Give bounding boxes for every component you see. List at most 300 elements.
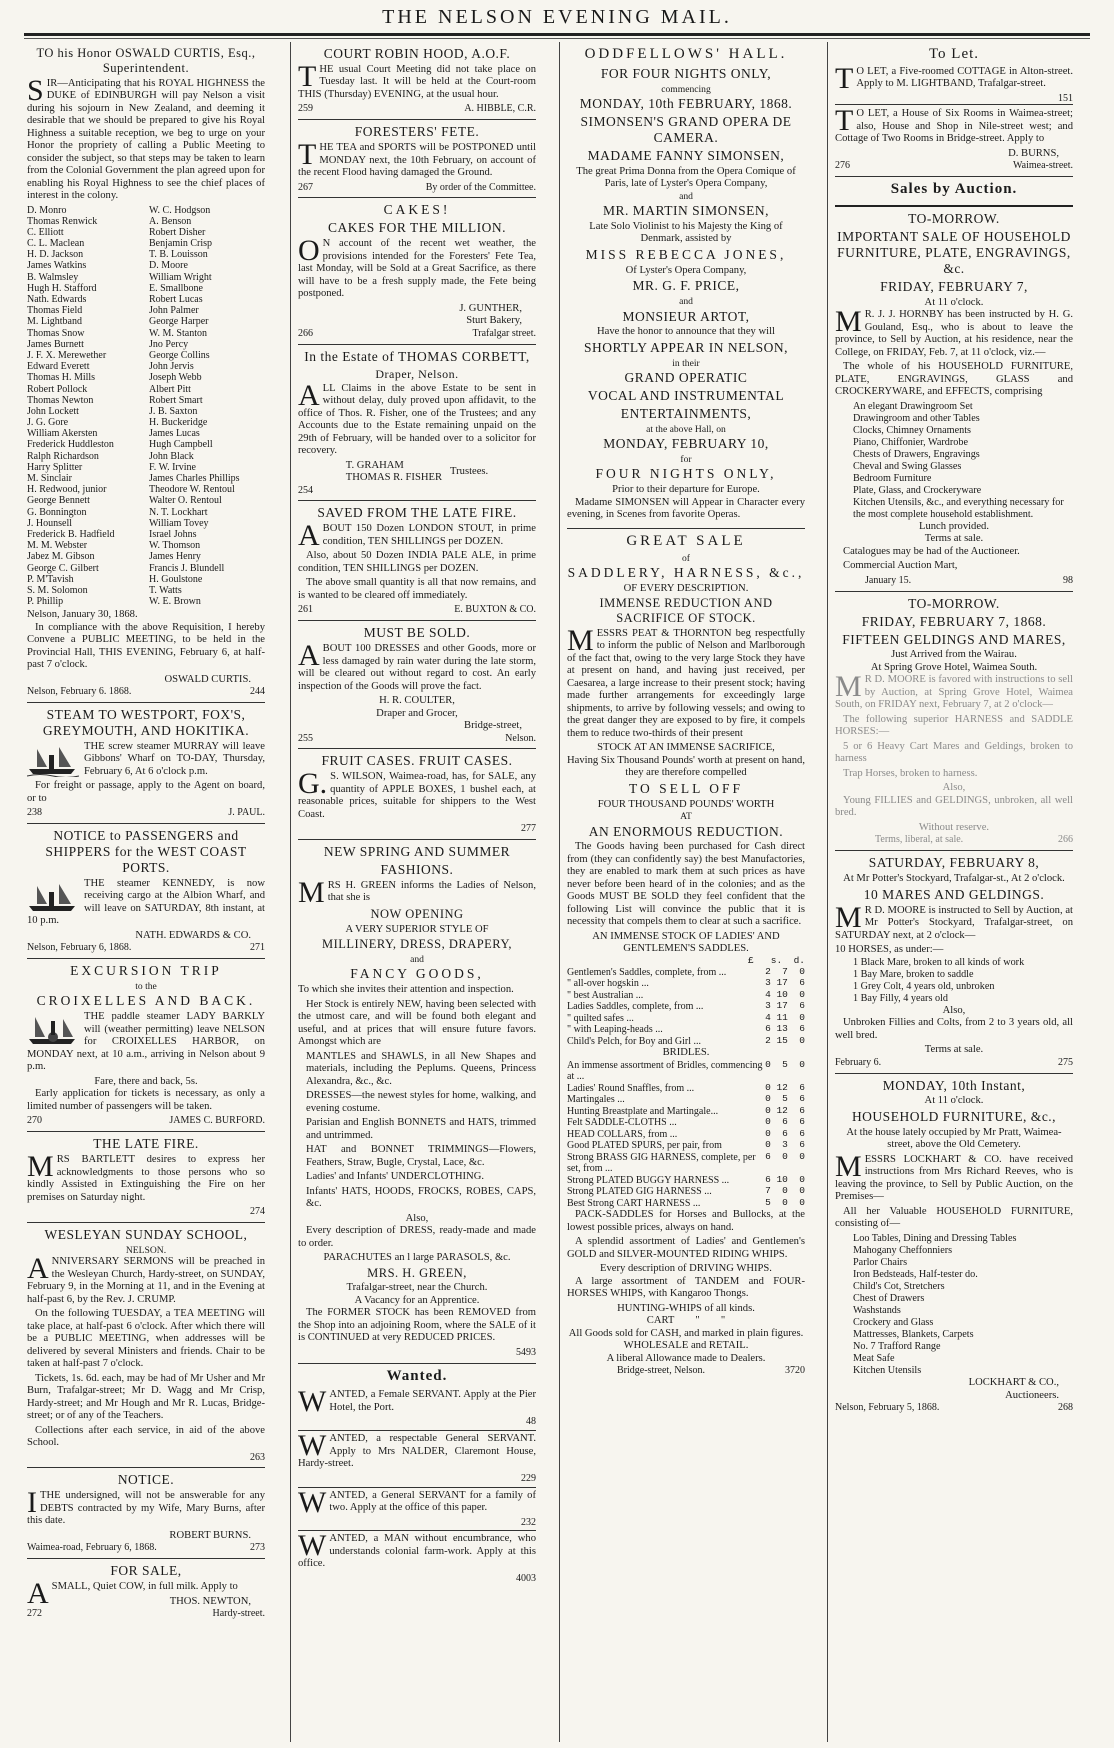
ad-address: Trafalgar street. — [472, 327, 536, 339]
price-value: 3 17 6 — [765, 977, 805, 989]
ad-body: A splendid assortment of Ladies' and Gentlemen's GOLD and SILVER-MOUNTED RIDING WHIPS. — [567, 1236, 805, 1260]
spring-fashions-ad — [298, 840, 536, 1364]
ad-heading: IMMENSE REDUCTION AND SACRIFICE OF STOCK. — [599, 596, 773, 626]
ad-body: TO LET, a House of Six Rooms in Waimea-street; also, House and Shop in Nile-street west; and Cottage of Two Rooms in Bridge-street. Apply to — [835, 104, 1073, 145]
list-item: Cheval and Swing Glasses — [853, 460, 962, 472]
signatory-name: Theodore W. Rentoul — [149, 484, 235, 496]
ad-line: At Mr Potter's Stockyard, Trafalgar-st., At 2 o'clock. — [843, 873, 1065, 885]
ad-heading: THE LATE FIRE. — [93, 1136, 199, 1152]
price-item: HEAD COLLARS, from ... — [567, 1128, 678, 1140]
list-item: Ladies' and Infants' UNDERCLOTHING. — [306, 1171, 484, 1183]
ad-body: ALL Claims in the above Estate to be sent in without delay, duly proved upon affidavit, to the office of Thos. R. Fisher, one of the Trustees; and any Accounts due to the Estate remaining unpaid on the 29th of February, will be handed over to a solicitor for recovery. — [298, 378, 536, 457]
steamship-icon — [27, 743, 79, 777]
price-item: Gentlemen's Saddles, complete, from ... — [567, 966, 727, 978]
must-be-sold-ad — [298, 621, 536, 749]
excursion-ad — [27, 959, 265, 1132]
signatory-name: George Collins — [149, 349, 210, 361]
price-value: 5 0 0 — [765, 1196, 805, 1208]
ad-line: of — [682, 552, 690, 564]
court-robin-hood-ad — [298, 42, 536, 120]
ad-line: Lunch provided. — [918, 520, 990, 532]
ad-number: 255 — [298, 732, 313, 744]
list-item: Loo Tables, Dining and Dressing Tables — [853, 1232, 1017, 1244]
ad-heading: FIFTEEN GELDINGS AND MARES, — [842, 631, 1066, 647]
ad-fare: Fare, there and back, 5s. — [94, 1075, 198, 1087]
price-item: " with Leaping-heads ... — [567, 1024, 663, 1036]
signatory-name: D. Moore — [149, 260, 188, 272]
ad-signature: THOS. NEWTON, — [169, 1595, 251, 1607]
price-value: 0 12 6 — [765, 1081, 805, 1093]
signatory-name: C. Elliott — [27, 226, 64, 238]
trustees-block — [298, 460, 536, 485]
signatory-name: S. M. Solomon — [27, 584, 88, 596]
signatory-name: Walter O. Rentoul — [149, 495, 222, 507]
signatory-name: William Akersten — [27, 428, 98, 440]
ad-body: ITHE undersigned, will not be answerable for any DEBTS contracted by my Wife, Mary Burns, after this date. — [27, 1486, 265, 1527]
trustee-name: THOMAS R. FISHER — [345, 472, 443, 484]
ad-heading: AN ENORMOUS REDUCTION. — [588, 823, 784, 839]
trustee-names — [346, 460, 442, 485]
price-item: An immense assortment of Bridles, commencing at ... — [567, 1059, 763, 1083]
ad-signature: OSWALD CURTIS. — [164, 673, 251, 685]
ad-line: and — [679, 190, 693, 202]
signatory-name: E. Smallbone — [149, 282, 203, 294]
ad-heading: NOTICE. — [117, 1472, 175, 1488]
signatory-name: John Black — [149, 450, 194, 462]
ad-line: Bridge-street, — [464, 720, 522, 732]
section-heading: To Let. — [928, 46, 980, 62]
ad-body: Commercial Auction Mart, — [843, 560, 958, 572]
signatory-name: Joseph Webb — [149, 372, 202, 384]
list-item: Kitchen Utensils — [853, 1365, 922, 1377]
ad-footer — [298, 328, 536, 340]
ad-number: 266 — [298, 327, 313, 339]
fruit-cases-ad — [298, 749, 536, 840]
list-item: 1 Bay Filly, 4 years old — [853, 992, 948, 1004]
ad-footer — [835, 834, 1073, 846]
ad-line: A liberal Allowance made to Dealers. — [606, 1352, 766, 1364]
price-item: Felt SADDLE-CLOTHS ... — [567, 1117, 677, 1129]
price-value: 2 15 0 — [765, 1034, 805, 1046]
masthead-rule — [24, 33, 1090, 36]
ad-body: MESSRS LOCKHART & CO. have received instructions from Mrs Richard Reeves, who is leaving the province, to Sell by Public Auction, on the Premises— — [835, 1149, 1073, 1203]
ad-line: AT — [680, 811, 692, 823]
section-heading: Sales by Auction. — [890, 181, 1018, 198]
ad-body: Trap Horses, broken to harness. — [843, 767, 978, 779]
ad-body: MRS BARTLETT desires to express her acknowledgments to those persons who so kindly Assisted in Extinguishing the Fire on her premises on Saturday night. — [27, 1150, 265, 1203]
ad-line: Having Six Thousand Pounds' worth at present on hand, they are therefore compelled — [567, 754, 805, 779]
ad-footer — [567, 1365, 805, 1377]
performer-desc: Of Lyster's Opera Company, — [625, 264, 747, 276]
ad-heading: WESLEYAN SUNDAY SCHOOL, — [44, 1226, 248, 1242]
ad-footer — [27, 1452, 265, 1464]
ad-signature: H. R. COULTER, — [379, 695, 455, 707]
ad-body: ASMALL, Quiet COW, in full milk. Apply to — [27, 1577, 238, 1611]
price-value: 0 12 6 — [765, 1104, 805, 1116]
ad-body: Collections after each service, in aid of the above School. — [27, 1424, 265, 1449]
ad-address: Bridge-street, Nelson. — [617, 1365, 706, 1377]
ad-body: Catalogues may be had of the Auctioneer. — [843, 545, 1020, 557]
signatory-name: W. E. Brown — [149, 596, 201, 608]
signatory-name: H. Buckeridge — [149, 417, 208, 429]
ad-line: and — [410, 953, 424, 965]
ad-heading: SAVED FROM THE LATE FIRE. — [317, 505, 517, 521]
ad-line: ENTERTAINMENTS, — [620, 406, 752, 421]
performer-name: MONSIEUR ARTOT, — [622, 308, 750, 324]
ad-address: Waimea-street. — [1013, 160, 1073, 172]
ad-heading: MUST BE SOLD. — [363, 625, 471, 641]
ad-body: TO LET, a Five-roomed COTTAGE in Alton-street. Apply to M. LIGHTBAND, Trafalgar-street. — [835, 61, 1073, 95]
list-item: Chests of Drawers, Engravings — [853, 448, 980, 460]
ad-signature: ROBERT BURNS. — [169, 1529, 251, 1541]
signatory-name: Robert Lucas — [149, 294, 203, 305]
ad-number: 277 — [521, 823, 536, 835]
ad-address: Sturt Bakery, — [466, 315, 522, 327]
ad-line: Prior to their departure for Europe. — [612, 484, 760, 496]
list-item: Plate, Glass, and Crockeryware — [853, 484, 982, 496]
list-item: 1 Bay Mare, broken to saddle — [853, 968, 974, 980]
list-item: Infants' HATS, HOODS, FROCKS, ROBES, CAPS, &c. — [306, 1185, 536, 1210]
list-item: Child's Cot, Stretchers — [853, 1280, 945, 1292]
ad-number: 261 — [298, 604, 313, 616]
signatory-name: H. Goulstone — [149, 573, 203, 585]
signatory-name: A. Benson — [149, 215, 192, 227]
geldings-auction-ad — [835, 592, 1073, 852]
signatory-name: James Watkins — [27, 260, 87, 272]
list-item: An elegant Drawingroom Set — [853, 400, 973, 412]
ad-body: SIR—Anticipating that his ROYAL HIGHNESS the DUKE of EDINBURGH will pay Nelson a visit during his sojourn in New Zealand, and deeming it desirable that we should be prepared to give his Royal Highness a suitable reception, we beg to urge on your Honor the propriety of calling a Public Meeting to consider the subject, so that steps may be taken to learn from the Colonial Government the plan agreed upon for enabling his Royal Highness to see the chief places of interest in the colony. — [27, 73, 265, 201]
price-value: 0 6 6 — [765, 1116, 805, 1128]
ad-footer — [298, 103, 536, 115]
price-item: Child's Pelch, for Boy and Girl ... — [567, 1035, 702, 1047]
ad-number: 4003 — [516, 1572, 536, 1584]
ad-number: 266 — [1058, 834, 1073, 846]
ad-line: OF EVERY DESCRIPTION. — [623, 582, 749, 594]
ad-footer — [835, 1057, 1073, 1069]
signatory-name: Thomas H. Mills — [27, 372, 96, 384]
performer-desc: The great Prima Donna from the Opera Comique of Paris, late of Lyster's Opera Company, — [576, 165, 796, 190]
ad-body: WANTED, a Female SERVANT. Apply at the Pier Hotel, the Port. — [298, 1385, 536, 1419]
signatory-name: J. B. Saxton — [149, 405, 198, 417]
signatory-name: H. Redwood, junior — [27, 484, 107, 496]
price-value: 0 6 6 — [765, 1127, 805, 1139]
ad-line: PARACHUTES an l large PARASOLS, &c. — [323, 1252, 511, 1264]
price-value: 6 13 6 — [765, 1023, 805, 1035]
ad-body: ABOUT 150 Dozen LONDON STOUT, in prime condition, TEN SHILLINGS per DOZEN. — [298, 519, 536, 553]
ad-body: THE paddle steamer LADY BARKLY will (weather permitting) leave NELSON for CROIXELLES HARBOR, on MONDAY next, at 10 a.m., arriving in Nelson about 9 p.m. — [27, 1011, 265, 1073]
ad-signature: J. GUNTHER, — [459, 302, 522, 314]
list-item: MANTLES and SHAWLS, in all New Shapes and materials, including the Peplums. Queens, Princess Alexandra, &c., &c. — [306, 1050, 536, 1087]
price-value: 2 7 0 — [765, 965, 805, 977]
saddle-price-list — [567, 967, 805, 1048]
column-1 — [27, 42, 265, 1742]
ad-address: Trafalgar-street, near the Church. — [346, 1282, 488, 1294]
price-item: Strong BRASS GIG HARNESS, complete, per set, from ... — [567, 1151, 756, 1175]
ad-line: A Vacancy for an Apprentice. — [354, 1294, 480, 1306]
signatory-name: Jno Percy — [149, 338, 189, 350]
ad-line: for — [680, 454, 692, 466]
ad-line: MONDAY, FEBRUARY 10, — [603, 436, 769, 452]
ad-body: Also, about 50 Dozen INDIA PALE ALE, in prime condition, TEN SHILLINGS per DOZEN. — [298, 550, 536, 574]
ad-number: 238 — [27, 807, 42, 819]
ad-heading: STEAM TO WESTPORT, FOX'S, GREYMOUTH, AND HOKITIKA. — [42, 707, 250, 738]
list-item: Piano, Chiffonier, Wardrobe — [853, 436, 968, 448]
price-item: Hunting Breastplate and Martingale... — [567, 1105, 719, 1117]
masthead-rule-thin — [24, 38, 1090, 39]
ad-number: 151 — [1058, 92, 1073, 104]
signatory-name: W. C. Hodgson — [149, 204, 211, 216]
performer-name: MISS REBECCA JONES, — [585, 246, 787, 262]
to-let-section — [835, 42, 1073, 177]
signatory-name: Robert Smart — [149, 394, 203, 406]
ad-body: The FORMER STOCK has been REMOVED from the Shop into an adjoining Room, where the SALE of it is CONTINUED at very REDUCED PRICES. — [298, 1307, 536, 1344]
ad-signature: JAMES C. BURFORD. — [169, 1115, 265, 1127]
list-item: Chest of Drawers — [853, 1293, 925, 1305]
signatory-name: Robert Disher — [149, 226, 206, 238]
signatory-name: Hugh H. Stafford — [27, 282, 97, 294]
ad-body: The following superior HARNESS and SADDLE HORSES:— — [835, 713, 1073, 738]
price-item: " quilted safes ... — [567, 1012, 634, 1024]
ad-date: Waimea-road, February 6, 1868. — [27, 1542, 157, 1554]
list-item: Crockery and Glass — [853, 1317, 934, 1329]
ad-line: Terms at sale. — [924, 533, 984, 545]
signatory-name: D. Monro — [27, 204, 67, 216]
ad-body: Young FILLIES and GELDINGS, unbroken, all well bred. — [835, 794, 1073, 819]
ad-body: WANTED, a respectable General SERVANT. Apply to Mrs NALDER, Claremont House, Hardy-street. — [298, 1429, 536, 1470]
price-value: 0 5 0 — [765, 1058, 805, 1070]
signatory-name: Robert Pollock — [27, 383, 88, 395]
ad-body: THE TEA and SPORTS will be POSTPONED until MONDAY next, the 10th February, on account of the recent Flood having damaged the Ground. — [298, 138, 536, 179]
ad-heading: SADDLERY, HARNESS, &c., — [567, 564, 805, 580]
ad-number: 259 — [298, 103, 313, 115]
signatory-name: James Lucas — [149, 428, 200, 440]
ad-line: STOCK AT AN IMMENSE SACRIFICE, — [597, 742, 775, 754]
signatory-name: Frederick B. Hadfield — [27, 528, 115, 540]
list-item: Washstands — [853, 1305, 901, 1317]
wesleyan-ad — [27, 1223, 265, 1469]
ad-number: 268 — [1058, 1402, 1073, 1414]
saturday-auction-ad — [835, 851, 1073, 1073]
ad-number: 263 — [250, 1451, 265, 1463]
hornby-auction-ad — [835, 207, 1073, 592]
kennedy-notice-ad — [27, 824, 265, 959]
ad-footer — [835, 575, 1073, 587]
ad-number: 254 — [298, 484, 313, 496]
signatory-name: J. F. X. Merewether — [27, 349, 107, 361]
list-item: Meat Safe — [853, 1353, 895, 1365]
ad-body: Madame SIMONSEN will Appear in Character every evening, in Scenes from favorite Operas. — [567, 496, 805, 521]
cakes-ad — [298, 198, 536, 344]
list-item: 1 Black Mare, broken to all kinds of work — [853, 956, 1025, 968]
ad-heading: HOUSEHOLD FURNITURE, &c., — [851, 1108, 1057, 1124]
ad-date: Nelson, February 5, 1868. — [835, 1402, 940, 1414]
ad-footer — [27, 807, 265, 819]
ad-footer — [835, 160, 1073, 172]
ad-number: 98 — [1063, 574, 1073, 586]
item-list — [298, 1051, 536, 1211]
ad-heading: IMPORTANT SALE OF HOUSEHOLD FURNITURE, PLATE, ENGRAVINGS, &c. — [837, 228, 1071, 276]
ad-heading: NOW OPENING — [370, 906, 464, 921]
curtis-requisition-ad — [27, 42, 265, 703]
ad-body: MRS H. GREEN informs the Ladies of Nelson, that she is — [298, 875, 536, 909]
signatory-name: James Henry — [149, 551, 201, 563]
ad-footer — [298, 604, 536, 616]
ad-number: 276 — [835, 160, 850, 172]
ad-footer — [298, 823, 536, 835]
ad-footer — [298, 733, 536, 745]
price-value: 7 0 0 — [765, 1185, 805, 1197]
ad-address: Hardy-street. — [212, 1608, 265, 1620]
ad-line: FOR FOUR NIGHTS ONLY, — [600, 65, 772, 81]
signatory-name: W. M. Stanton — [149, 327, 207, 339]
signatory-name: M. M. Webster — [27, 540, 88, 552]
item-list — [835, 1233, 1073, 1377]
ad-footer — [298, 1473, 536, 1485]
ad-subheading: Draper, Nelson. — [375, 366, 459, 381]
ad-body: On the following TUESDAY, a TEA MEETING will take place, at half-past 6 o'clock. After which there will be a PUBLIC MEETING, when addresses will be delivered by several Ministers and friends. Chair to be taken at half-past 7 o'clock. — [27, 1308, 265, 1370]
ad-note: Early application for tickets is necessary, as only a limited number of passengers will be taken. — [27, 1088, 265, 1112]
item-list — [835, 401, 1073, 521]
ad-line: Have the honor to announce that they will — [597, 326, 775, 338]
signatory-name: Thomas Renwick — [27, 215, 98, 227]
ad-number: 270 — [27, 1115, 42, 1127]
ad-body: At the house lately occupied by Mr Pratt, Waimea-street, above the Old Cemetery. — [846, 1126, 1062, 1151]
ad-signature: By order of the Committee. — [425, 181, 536, 193]
ad-footer — [27, 1206, 265, 1218]
trustee-name: T. GRAHAM — [345, 459, 404, 471]
masthead-title: THE NELSON EVENING MAIL. — [382, 6, 732, 28]
performer-name: MADAME FANNY SIMONSEN, — [587, 147, 785, 163]
signatory-name: Albert Pitt — [149, 383, 191, 395]
ad-line: MONDAY, 10th FEBRUARY, 1868. — [579, 95, 793, 111]
ad-body: WANTED, a General SERVANT for a family of two. Apply at the office of this paper. — [298, 1485, 536, 1519]
ad-footer — [298, 485, 536, 497]
signatory-name: Harry Splitter — [27, 461, 83, 473]
signatory-name: John Jervis — [149, 361, 194, 373]
faded-text-block — [835, 670, 1073, 846]
signatory-list — [27, 205, 265, 608]
lockhart-auction-ad — [835, 1074, 1073, 1419]
ad-body: G.S. WILSON, Waimea-road, has, for SALE, any quantity of APPLE BOXES, 1 bushel each, at reasonable prices, suitable for shippers to the West Coast. — [298, 767, 536, 820]
price-item: Strong PLATED BUGGY HARNESS ... — [567, 1174, 730, 1186]
ad-footer — [298, 1347, 536, 1359]
burns-notice-ad — [27, 1468, 265, 1559]
saddlery-sale-ad — [567, 529, 805, 1381]
foresters-fete-ad — [298, 120, 536, 198]
signatory-name: Edward Everett — [27, 361, 90, 373]
signatory-name: Hugh Campbell — [149, 439, 213, 451]
price-value: 4 10 0 — [765, 988, 805, 1000]
ad-address: Nelson. — [505, 732, 536, 744]
signatory-name: M. Sinclair — [27, 473, 72, 484]
signatory-name: P. M'Tavish — [27, 573, 74, 585]
ad-heading: FASHIONS. — [380, 862, 454, 878]
ad-heading: AN IMMENSE STOCK OF LADIES' AND GENTLEMEN'S SADDLES. — [592, 930, 780, 955]
ad-line: GRAND OPERATIC — [624, 370, 748, 386]
ad-line: TO-MORROW. — [908, 210, 1000, 226]
ad-body: MR. J. J. HORNBY has been instructed by H. G. Gouland, Esq., who is about to leave the province, to Sell by Auction, at his residence, near the College, on FRIDAY, Feb. 7, at 11 o'clock, viz.— — [835, 305, 1073, 358]
list-item: Kitchen Utensils, &c., and everything necessary for the most complete household establishment. — [853, 496, 1064, 520]
signatory-name: George C. Gilbert — [27, 562, 99, 574]
list-item: Bedroom Furniture — [853, 472, 932, 484]
ad-heading: ODDFELLOWS' HALL. — [584, 46, 788, 62]
signatory-name: F. W. Irvine — [149, 461, 196, 473]
price-value: 6 0 0 — [765, 1150, 805, 1162]
ad-heading: GREAT SALE — [626, 532, 746, 549]
price-value: 4 11 0 — [765, 1011, 805, 1023]
corbett-estate-ad — [298, 345, 536, 502]
signatory-name: J. Hounsell — [27, 517, 72, 529]
ad-body: 5 or 6 Heavy Cart Mares and Geldings, broken to harness — [835, 740, 1073, 765]
ad-footer — [298, 1573, 536, 1585]
bridle-price-list — [567, 1060, 805, 1210]
price-value: 0 5 6 — [765, 1093, 805, 1105]
column-3 — [567, 42, 805, 1742]
ad-number: 271 — [250, 942, 265, 954]
ad-footer — [298, 1416, 536, 1428]
steam-westport-ad — [27, 703, 265, 824]
performer-desc: Late Solo Violinist to his Majesty the King of Denmark, assisted by — [589, 220, 783, 245]
ad-footer — [27, 1608, 265, 1620]
wanted-ad — [298, 1430, 536, 1486]
item-list — [835, 957, 1073, 1005]
ad-heading: NOTICE to PASSENGERS and SHIPPERS for the WEST COAST PORTS. — [45, 828, 247, 876]
ad-number: 273 — [250, 1542, 265, 1554]
list-item: HAT and BONNET TRIMMINGS—Flowers, Feathers, Straw, Bugle, Crystal, Lace, &c. — [306, 1144, 536, 1168]
signatory-name: George Bennett — [27, 495, 90, 507]
ad-line: A VERY SUPERIOR STYLE OF — [345, 923, 489, 935]
ad-body: Her Stock is entirely NEW, having been selected with the utmost care, and will be found both elegant and useful, and at prices that will ensure future favors. Amongst which are — [298, 998, 536, 1048]
signatory-name: William Wright — [149, 271, 212, 283]
ad-heading: 10 MARES AND GELDINGS. — [863, 886, 1045, 902]
ad-number: 267 — [298, 181, 313, 193]
signatory-name: H. D. Jackson — [27, 249, 84, 261]
ad-line: in their — [672, 357, 700, 369]
price-item: Ladies Saddles, complete, from ... — [567, 1001, 704, 1013]
column-divider — [827, 42, 828, 1742]
ad-number: 274 — [250, 1206, 265, 1218]
price-item: " all-over hogskin ... — [567, 978, 649, 990]
ad-footer — [27, 686, 265, 698]
signatory-name: G. Bonnington — [27, 506, 87, 518]
ad-signature: LOCKHART & CO., — [968, 1377, 1059, 1389]
performer-name: MR. G. F. PRICE, — [632, 278, 740, 294]
signatory-name: C. L. Maclean — [27, 238, 85, 250]
wanted-ad — [298, 1530, 536, 1586]
oddfellows-hall-ad — [567, 42, 805, 529]
ad-body: The whole of his HOUSEHOLD FURNITURE, PLATE, ENGRAVINGS, GLASS and CROCKERYWARE, and EFFECTS, comprising — [835, 361, 1073, 398]
ad-heading: COURT ROBIN HOOD, A.O.F. — [323, 46, 511, 61]
signatory-name: J. G. Gore — [27, 417, 69, 429]
signatory-name: P. Phillip — [27, 596, 64, 608]
signatory-name: Francis J. Blundell — [149, 562, 225, 574]
list-item: 1 Grey Colt, 4 years old, unbroken — [853, 980, 995, 992]
ad-heading: FOR SALE, — [110, 1563, 182, 1579]
ad-line: 10 HORSES, as under:— — [835, 944, 944, 956]
ad-body: THE usual Court Meeting did not take place on Tuesday last. It will be held at the Court-room THIS (Thursday) EVENING, at the usual hour. — [298, 59, 536, 100]
ad-line: Terms at sale. — [924, 1044, 984, 1056]
ad-footer — [298, 182, 536, 194]
list-item: Mahogany Cheffonniers — [853, 1244, 953, 1256]
ad-body: ABOUT 100 DRESSES and other Goods, more or less damaged by rain water during the late storm, will be cleared out without regard to cost. An early inspection of the Goods will prove the fact. — [298, 639, 536, 692]
ad-number: 232 — [521, 1516, 536, 1528]
signatory-name: Benjamin Crisp — [149, 238, 213, 250]
ad-heading: FORESTERS' FETE. — [354, 124, 480, 140]
ad-body: ANNIVERSARY SERMONS will be preached in the Wesleyan Church, Hardy-street, on SUNDAY, February 9, in the Morning at 11, and in the Evening at half-past 6, by the Rev. J. CRUMP. — [27, 1252, 265, 1305]
signatory-name: W. Thomson — [149, 540, 201, 552]
ad-line: Also, — [942, 782, 966, 794]
ad-number: 5493 — [516, 1346, 536, 1358]
